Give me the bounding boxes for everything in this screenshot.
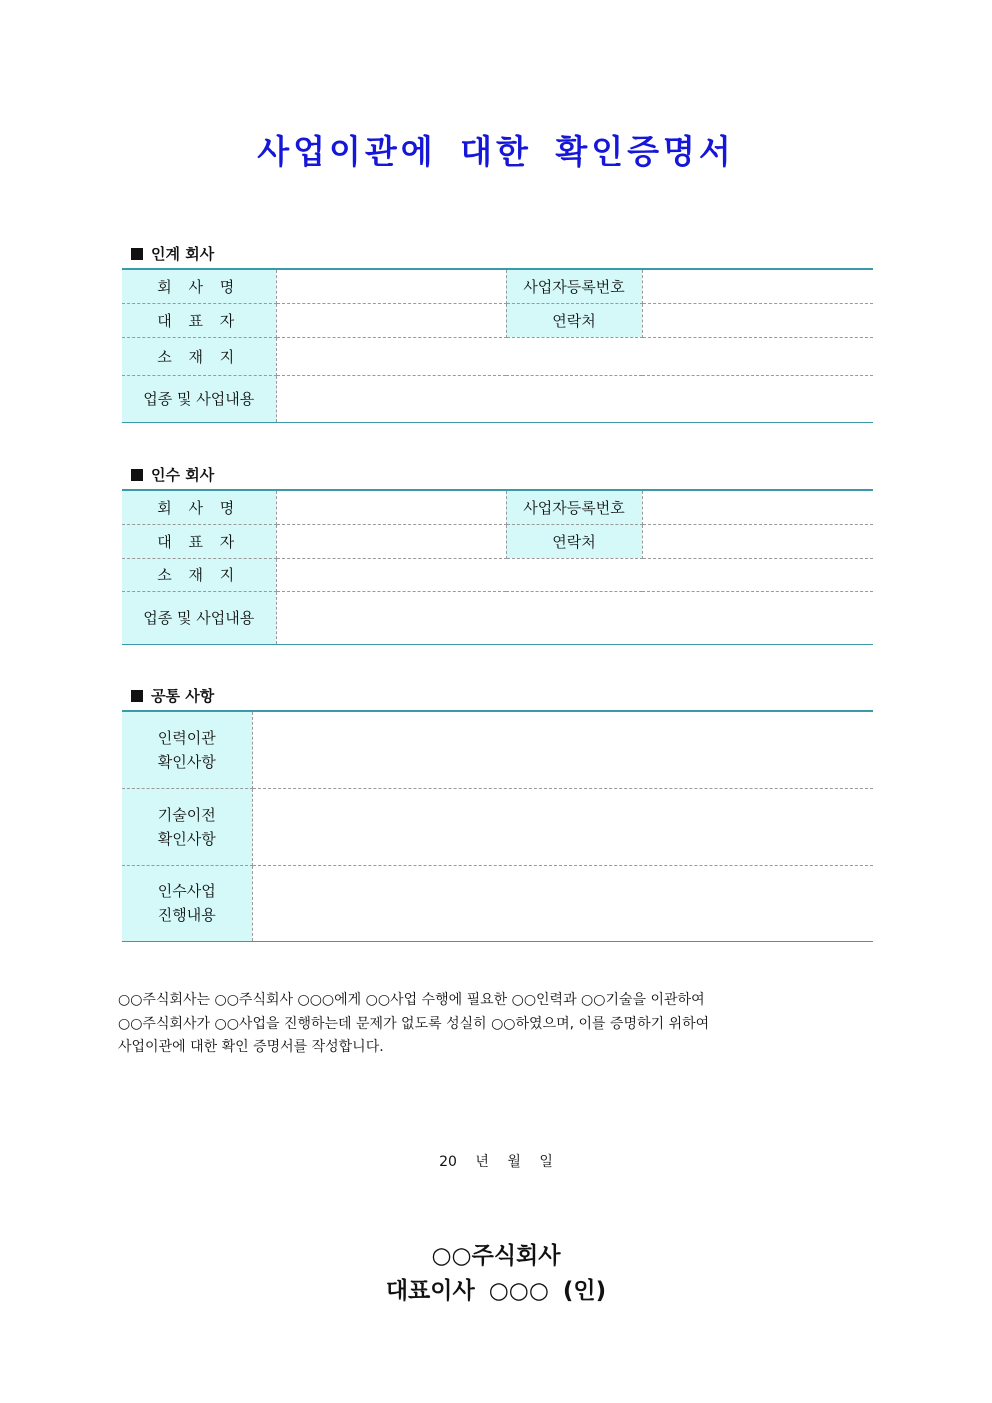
acquire-company-table: [122, 489, 873, 645]
acquire-address-field[interactable]: [276, 558, 873, 591]
transfer-business-label: 업종 및 사업내용: [122, 375, 276, 422]
common-label-line2: 확인사항: [157, 752, 216, 771]
section-acquire-heading: [131, 464, 214, 485]
square-bullet-icon: [131, 469, 143, 481]
transfer-contact-label: 연락처: [506, 303, 642, 337]
transfer-contact-field[interactable]: [642, 303, 873, 337]
acquire-ceo-field[interactable]: [276, 524, 506, 558]
statement-line: ○○주식회사가 ○○사업을 진행하는데 문제가 없도록 성실히 ○○하였으며, 이를 증명하기 위하여: [118, 1015, 710, 1032]
statement-paragraph: [118, 989, 858, 1060]
section-common-heading-text: 공통 사항: [151, 687, 215, 705]
common-personnel-field[interactable]: [252, 711, 873, 788]
section-acquire-heading-text: 인수 회사: [151, 466, 215, 484]
transfer-ceo-field[interactable]: [276, 303, 506, 337]
statement-line: 사업이관에 대한 확인 증명서를 작성합니다.: [118, 1039, 384, 1055]
acquire-biz-no-field[interactable]: [642, 490, 873, 524]
section-transfer-heading: [131, 243, 214, 264]
transfer-company-table: [122, 268, 873, 423]
acquire-contact-field[interactable]: [642, 524, 873, 558]
common-label-line1: 기술이전: [157, 805, 216, 824]
transfer-biz-no-label: 사업자등록번호: [506, 269, 642, 303]
common-progress-field[interactable]: [252, 865, 873, 941]
document-title: 사업이관에 대한 확인증명서: [257, 132, 735, 171]
acquire-address-label: 소 재 지: [122, 558, 276, 591]
common-items-table: [122, 710, 873, 942]
transfer-address-field[interactable]: [276, 337, 873, 375]
acquire-biz-no-label: 사업자등록번호: [506, 490, 642, 524]
common-technology-field[interactable]: [252, 788, 873, 865]
acquire-company-name-field[interactable]: [276, 490, 506, 524]
common-label-line2: 진행내용: [157, 906, 216, 924]
statement-line: ○○주식회사는 ○○주식회사 ○○○에게 ○○사업 수행에 필요한 ○○인력과 ○○기술을 이관하여: [118, 992, 705, 1008]
common-label-technology: [122, 788, 252, 865]
transfer-biz-no-field[interactable]: [642, 269, 873, 303]
transfer-ceo-label: 대 표 자: [122, 303, 276, 337]
common-label-personnel: [122, 711, 252, 788]
section-common-heading: [131, 685, 214, 706]
transfer-company-name-label: 회 사 명: [122, 269, 276, 303]
common-label-line1: 인수사업: [157, 882, 216, 900]
common-label-line1: 인력이관: [157, 728, 216, 747]
square-bullet-icon: [131, 248, 143, 260]
signature-company: ○○주식회사: [431, 1243, 561, 1269]
transfer-address-label: 소 재 지: [122, 337, 276, 375]
acquire-contact-label: 연락처: [506, 524, 642, 558]
acquire-company-name-label: 회 사 명: [122, 490, 276, 524]
transfer-company-name-field[interactable]: [276, 269, 506, 303]
common-label-line2: 확인사항: [157, 829, 216, 848]
signature-representative: 대표이사 ○○○ (인): [385, 1278, 607, 1304]
date-line: 20 년 월 일: [439, 1154, 553, 1170]
section-transfer-heading-text: 인계 회사: [151, 245, 215, 263]
acquire-business-field[interactable]: [276, 591, 873, 644]
square-bullet-icon: [131, 690, 143, 702]
transfer-business-field[interactable]: [276, 375, 873, 422]
acquire-ceo-label: 대 표 자: [122, 524, 276, 558]
acquire-business-label: 업종 및 사업내용: [122, 591, 276, 644]
common-label-progress: [122, 865, 252, 941]
